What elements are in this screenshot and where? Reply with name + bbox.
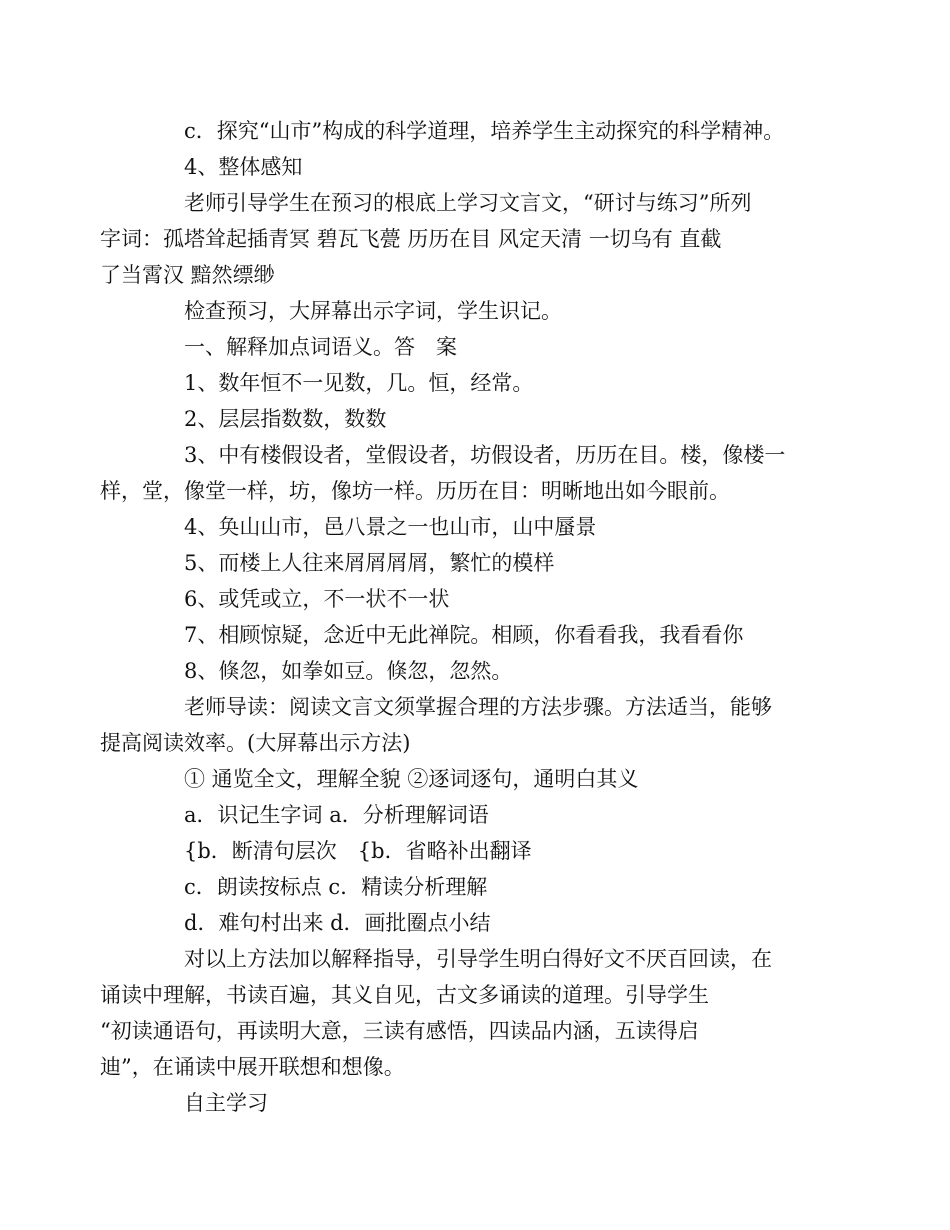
text-line: 诵读中理解，书读百遍，其义自见，古文多诵读的道理。引导学生 <box>100 983 709 1007</box>
text-line: 3、中有楼假设者，堂假设者，坊假设者，历历在目。楼，像楼一 <box>184 443 786 467</box>
section-heading <box>142 1085 812 1121</box>
method-line <box>142 797 812 833</box>
document-page <box>100 113 812 1121</box>
list-item <box>142 365 812 401</box>
list-item <box>142 401 812 437</box>
text-line: 提高阅读效率。(大屏幕出示方法) <box>100 731 411 755</box>
text-line: 一、解释加点词语义。答 案 <box>184 335 457 359</box>
paragraph <box>100 941 812 1085</box>
list-item <box>142 653 812 689</box>
text-line: 样，堂，像堂一样，坊，像坊一样。历历在目：明晰地出如今眼前。 <box>100 479 730 503</box>
text-line: 4、整体感知 <box>184 155 303 179</box>
method-line <box>142 905 812 941</box>
text-line: a．识记生字词 a．分析理解词语 <box>184 803 489 827</box>
text-line: c．朗读按标点 c．精读分析理解 <box>184 875 488 899</box>
text-line: d．难句村出来 d．画批圈点小结 <box>184 911 491 935</box>
list-item <box>142 581 812 617</box>
list-item <box>142 545 812 581</box>
text-line: 了当霄汉 黯然缥缈 <box>100 263 275 287</box>
method-line <box>142 833 812 869</box>
text-line: 2、层层指数数，数数 <box>184 407 387 431</box>
text-line: {b．断清句层次 {b．省略补出翻译 <box>184 839 532 863</box>
text-line: 对以上方法加以解释指导，引导学生明白得好文不厌百回读，在 <box>184 947 772 971</box>
text-line: 5、而楼上人往来屑屑屑屑，繁忙的模样 <box>184 551 555 575</box>
paragraph <box>142 113 812 149</box>
list-item <box>142 509 812 545</box>
text-line: 4、奂山山市，邑八景之一也山市，山中蜃景 <box>184 515 597 539</box>
text-line: c．探究“山市”构成的科学道理，培养学生主动探究的科学精神。 <box>184 119 785 143</box>
method-line <box>142 761 812 797</box>
text-line: “初读通语句，再读明大意，三读有感悟，四读品内涵，五读得启 <box>100 1019 699 1043</box>
list-item <box>100 437 812 509</box>
section-heading <box>142 329 812 365</box>
text-line: 自主学习 <box>184 1091 268 1115</box>
text-line: 老师引导学生在预习的根底上学习文言文，“研讨与练习”所列 <box>184 191 752 215</box>
section-heading <box>142 149 812 185</box>
text-line: ① 通览全文，理解全貌 ②逐词逐句，通明白其义 <box>184 767 639 791</box>
paragraph <box>100 689 812 761</box>
text-line: 字词：孤塔耸起插青冥 碧瓦飞甍 历历在目 风定天清 一切乌有 直截 <box>100 227 722 251</box>
paragraph <box>142 293 812 329</box>
list-item <box>142 617 812 653</box>
text-line: 7、相顾惊疑，念近中无此禅院。相顾，你看看我，我看看你 <box>184 623 744 647</box>
paragraph <box>100 185 812 293</box>
text-line: 老师导读：阅读文言文须掌握合理的方法步骤。方法适当，能够 <box>184 695 772 719</box>
text-line: 8、倏忽，如拳如豆。倏忽，忽然。 <box>184 659 513 683</box>
text-line: 检查预习，大屏幕出示字词，学生识记。 <box>184 299 562 323</box>
text-line: 6、或凭或立，不一状不一状 <box>184 587 450 611</box>
method-line <box>142 869 812 905</box>
text-line: 1、数年恒不一见数，几。恒，经常。 <box>184 371 534 395</box>
text-line: 迪”，在诵读中展开联想和想像。 <box>100 1055 405 1079</box>
